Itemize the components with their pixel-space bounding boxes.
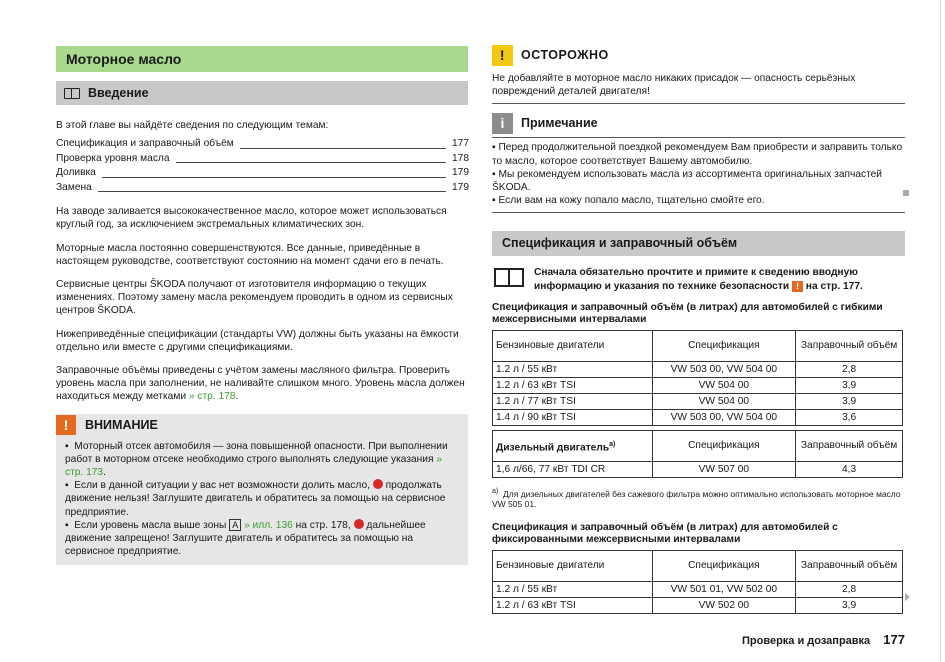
warning-item-text: Если в данной ситуации у вас нет возможности долить масло, <box>74 480 370 492</box>
divider <box>492 103 905 104</box>
footnote-ref: a) <box>609 440 616 448</box>
note-heading-label: Примечание <box>521 116 598 131</box>
table-fixed-intervals <box>492 550 903 614</box>
cell: 3,9 <box>796 597 903 613</box>
page-number: 177 <box>883 632 905 647</box>
cell: 2,8 <box>796 581 903 597</box>
info-icon: i <box>492 113 513 134</box>
spec-heading: Спецификация и заправочный объём <box>492 231 905 256</box>
footer-section: Проверка и дозаправка <box>742 635 871 647</box>
table-header-row <box>493 430 903 461</box>
figure-136-link[interactable]: » илл. 136 <box>244 519 293 531</box>
exclamation-icon: ! <box>56 415 76 435</box>
header-cell: Заправочный объём <box>796 430 903 461</box>
table-flexible-intervals <box>492 330 903 478</box>
continue-arrow-icon <box>905 593 910 601</box>
warning-item <box>65 519 458 559</box>
toc-item[interactable] <box>56 152 468 167</box>
toc-leader <box>176 162 446 163</box>
cell: 1,6 л/66, 77 кВт TDI CR <box>493 461 653 477</box>
table-row <box>493 581 903 597</box>
warning-box <box>56 414 468 566</box>
table1-title: Спецификация и заправочный объём (в литрах) для автомобилей с гибкими межсервисными интервалами <box>492 301 883 326</box>
intro-heading <box>56 81 468 105</box>
header-cell: Спецификация <box>652 550 796 581</box>
toc-item-label: Доливка <box>56 167 96 179</box>
section-marker <box>903 190 909 196</box>
toc-item-page: 179 <box>452 167 469 179</box>
toc-leader <box>98 191 446 192</box>
table-header-row <box>493 550 903 581</box>
paragraph-fill-volumes <box>56 364 468 404</box>
header-cell: Бензиновые двигатели <box>493 330 653 361</box>
chapter-title: Моторное масло <box>56 46 468 72</box>
warning-item-end: . <box>103 467 106 479</box>
page-173-link[interactable]: » стр. 173 <box>65 453 443 479</box>
fill-volumes-text: Заправочные объёмы приведены с учётом замены масляного фильтра. Проверить уровень масла при заполнении, не наливайте слишком много. Уровень масла должен находиться между метками <box>56 365 465 403</box>
page-178-link[interactable]: » стр. 178 <box>188 391 236 403</box>
warning-item <box>65 479 458 519</box>
warning-body <box>56 436 468 559</box>
exclamation-icon: ! <box>492 45 513 66</box>
header-cell: Заправочный объём <box>796 550 903 581</box>
header-cell: Заправочный объём <box>796 330 903 361</box>
cell: VW 503 00, VW 504 00 <box>652 361 796 377</box>
toc-item-label: Проверка уровня масла <box>56 152 170 164</box>
table2-title: Спецификация и заправочный объём (в литрах) для автомобилей с фиксированными межсервисными интервалами <box>492 521 838 546</box>
note-heading <box>492 112 905 134</box>
warning-heading <box>56 414 468 436</box>
cell: 3,9 <box>796 377 903 393</box>
footnote-mark: a) <box>492 486 499 495</box>
toc-leader <box>102 177 446 178</box>
divider <box>492 212 905 213</box>
table-of-contents <box>56 137 468 195</box>
cell: 2,8 <box>796 361 903 377</box>
spec-intro-text-b: на стр. 177. <box>805 280 863 292</box>
table-row <box>493 393 903 409</box>
table-row <box>493 409 903 425</box>
right-column <box>492 44 905 614</box>
table-row <box>493 461 903 477</box>
cell: 1.2 л / 63 кВт TSI <box>493 597 653 613</box>
spec-intro <box>492 266 905 292</box>
paragraph-oil-improvement: Моторные масла постоянно совершенствуются. Все данные, приведённые в настоящем руководстве, соответствуют состоянию на момент сдачи его в печать. <box>56 242 444 267</box>
header-cell: Спецификация <box>652 330 796 361</box>
warning-item-text: Если уровень масла выше зоны <box>74 519 227 531</box>
intro-heading-label: Введение <box>88 86 149 100</box>
cell: 4,3 <box>796 461 903 477</box>
note-item: ▪ Если вам на кожу попало масло, тщательно смойте его. <box>492 194 905 207</box>
cell: 3,6 <box>796 409 903 425</box>
stop-icon <box>354 519 364 529</box>
note-body <box>492 141 905 207</box>
cell: 1.2 л / 55 кВт <box>493 361 653 377</box>
warning-item <box>65 440 458 480</box>
cell: VW 504 00 <box>652 377 796 393</box>
cell: VW 504 00 <box>652 393 796 409</box>
spec-intro-text-a: Сначала обязательно прочтите и примите к сведению вводную информацию и указания по технике безопасности <box>534 267 858 292</box>
left-column <box>56 46 468 565</box>
cell: 1.2 л / 55 кВт <box>493 581 653 597</box>
toc-leader <box>240 148 446 149</box>
caution-heading <box>492 44 905 66</box>
header-cell <box>493 430 653 461</box>
cell: VW 503 00, VW 504 00 <box>652 409 796 425</box>
page-footer <box>742 632 905 647</box>
book-icon <box>64 88 80 99</box>
cell: VW 507 00 <box>652 461 796 477</box>
book-icon <box>494 268 524 287</box>
paragraph-service-centers: Сервисные центры ŠKODA получают от изготовителя информацию о текущих изменениях. Поэтому замену масла рекомендуем проводить в одном из сервисных центров ŠKODA. <box>56 279 453 317</box>
toc-item-page: 179 <box>452 181 469 193</box>
caution-heading-label: ОСТОРОЖНО <box>521 48 609 62</box>
note-item: ▪ Мы рекомендуем использовать масла из ассортимента оригинальных запчастей ŠKODA. <box>492 168 905 194</box>
note-item: ▪ Перед продолжительной поездкой рекомендуем Вам приобрести и заправить только то масло, которое соответствует Вашему автомобилю. <box>492 141 905 167</box>
warning-item-text: продолжать движение нельзя! Заглушите двигатель и обратитесь за помощью на сервисное предприятие. <box>65 480 446 518</box>
header-cell: Спецификация <box>652 430 796 461</box>
stop-icon <box>373 479 383 489</box>
page-edge <box>940 0 941 662</box>
table-row <box>493 361 903 377</box>
warning-item-text: на стр. 178, <box>295 519 351 531</box>
paragraph-specifications: Нижеприведённые спецификации (стандарты VW) должны быть указаны на ёмкости отдельно или вместе с другими спецификациями. <box>56 328 459 353</box>
table-row <box>493 597 903 613</box>
toc-item[interactable] <box>56 137 468 152</box>
toc-item-page: 178 <box>452 152 469 164</box>
cell: VW 502 00 <box>652 597 796 613</box>
caution-text: Не добавляйте в моторное масло никаких присадок — опасность серьёзных повреждений деталей двигателя! <box>492 73 856 98</box>
exclamation-icon: ! <box>792 281 803 292</box>
warning-item-text: дальнейшее движение запрещено! Заглушите двигатель и обратитесь за помощью на сервисное предприятие. <box>65 519 426 558</box>
table-header-row <box>493 330 903 361</box>
divider <box>492 137 905 138</box>
toc-item-label: Замена <box>56 181 92 193</box>
toc-item-label: Спецификация и заправочный объём <box>56 138 234 150</box>
cell: 1.2 л / 77 кВт TSI <box>493 393 653 409</box>
footnote <box>492 486 905 510</box>
cell: VW 501 01, VW 502 00 <box>652 581 796 597</box>
warning-item-text: Моторный отсек автомобиля — зона повышенной опасности. При выполнении работ в моторном отсеке необходимо строго выполнять следующие указания <box>65 440 448 465</box>
header-cell: Бензиновые двигатели <box>493 550 653 581</box>
table-row <box>493 377 903 393</box>
marker-a: A <box>229 519 241 531</box>
cell: 1.2 л / 63 кВт TSI <box>493 377 653 393</box>
toc-item[interactable] <box>56 181 468 196</box>
toc-item[interactable] <box>56 166 468 181</box>
cell: 1.4 л / 90 кВт TSI <box>493 409 653 425</box>
toc-item-page: 177 <box>452 138 469 150</box>
footnote-text: Для дизельных двигателей без сажевого фильтра можно оптимально использовать моторное масло VW 505 01. <box>492 488 901 510</box>
paragraph-factory-oil: На заводе заливается высококачественное масло, которое может использоваться круглый год, за исключением экстремальных климатических зон. <box>56 206 447 231</box>
intro-text: В этой главе вы найдёте сведения по следующим темам: <box>56 120 329 131</box>
warning-heading-label: ВНИМАНИЕ <box>85 417 158 432</box>
spec-intro-text <box>534 266 905 292</box>
cell: 3,9 <box>796 393 903 409</box>
header-cell-text: Дизельный двигатель <box>496 442 610 454</box>
fill-volumes-end: . <box>235 391 239 403</box>
